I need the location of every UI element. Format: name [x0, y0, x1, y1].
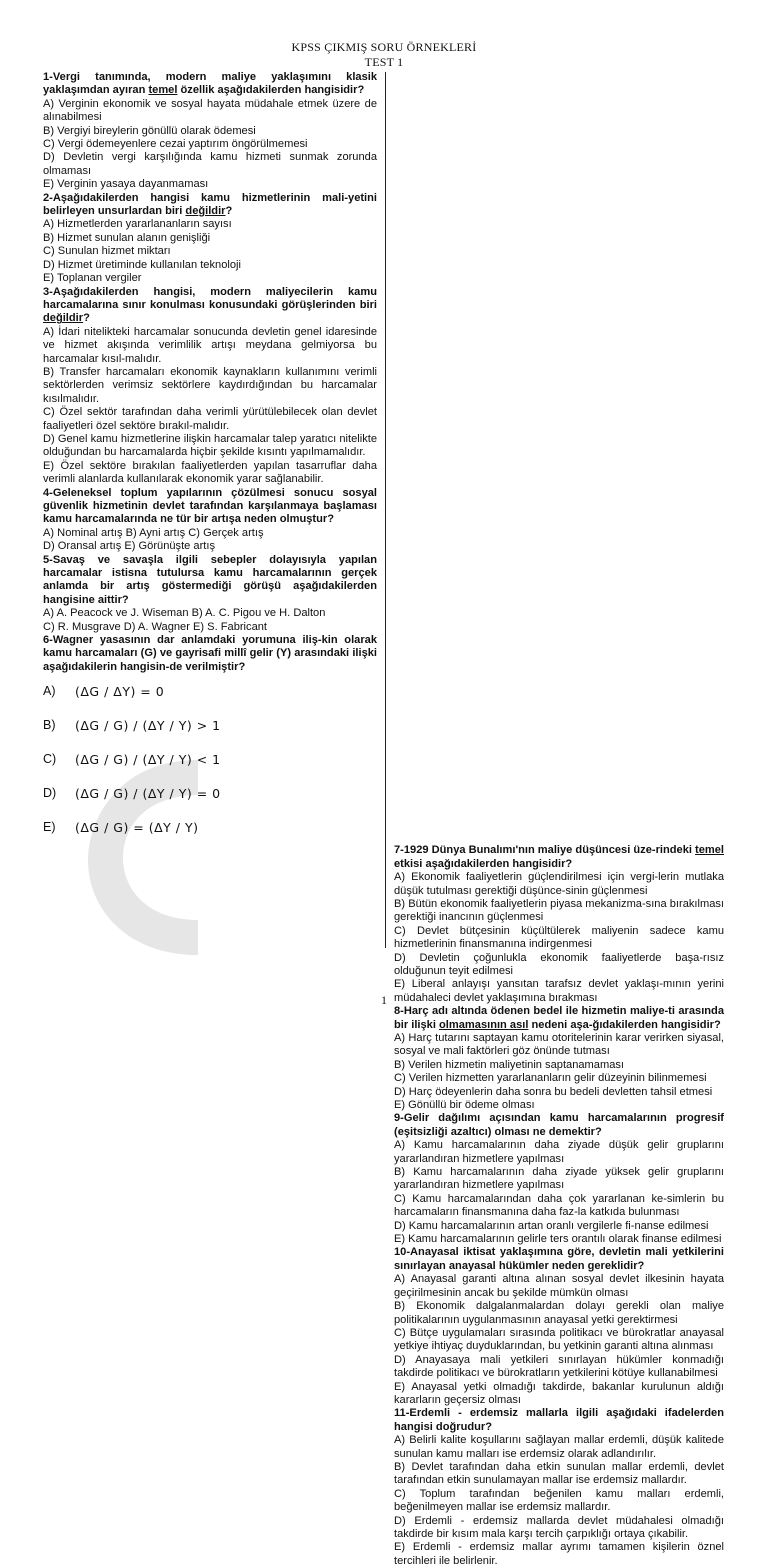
question-emphasis: değildir [43, 312, 84, 325]
answer-option: B) Hizmet sunulan alanın genişliği [43, 231, 211, 244]
formula-expression: (ΔG / G) / (ΔY / Y) = 0 [75, 785, 221, 801]
answer-option: C) Toplum tarafından beğenilen kamu malları erdemli, beğenilmeyen mallar ise erdemsiz mallardır. [394, 1487, 724, 1514]
question-stem-end: özellik aşağıdakilerden hangisidir? [177, 84, 365, 97]
answer-option: C) Verilen hizmetten yararlananların gelir düzeyinin bilinmemesi [394, 1072, 707, 1085]
question-stem: 3-Aşağıdakilerden hangisi, modern maliyecilerin kamu harcamalarına sınır konulması konusundaki görüşlerinden biri [43, 285, 377, 311]
formula-label: B) [43, 717, 56, 732]
question-emphasis: değildir [185, 205, 226, 218]
question-stem: 4-Geleneksel toplum yapılarının çözülmesi sonucu sosyal güvenlik hizmetinin devlet tarafından karşılanmaya başlaması kamu harcamalarında ne tür bir artışa neden olmuştur? [43, 486, 377, 526]
answer-option: E) Liberal anlayışı yansıtan tarafsız devlet yaklaşı-mının yerini müdahaleci devlet yaklaşımına bırakması [394, 978, 724, 1004]
answer-option: C) Kamu harcamalarından daha çok yararlanan ke-simlerin bu harcamaların finansmanına daha faz-la katkıda bulunması [394, 1192, 724, 1219]
answer-option: B) Verilen hizmetin maliyetinin saptanamaması [394, 1058, 624, 1071]
question-stem-end: ? [225, 205, 233, 218]
answer-option: D) Hizmet üretiminde kullanılan teknoloji [43, 258, 241, 271]
answer-option: D) Harç ödeyenlerin daha sonra bu bedeli devletten tahsil etmesi [394, 1085, 713, 1098]
answer-option: A) Ekonomik faaliyetlerin güçlendirilmesi için vergi-lerin mutlaka düşük tutulması gerektiği düşünce-sinin güçlenmesi [394, 871, 724, 897]
question-text [43, 634, 377, 674]
formula-option [43, 708, 377, 742]
question-stem: 9-Gelir dağılımı açısından kamu harcamalarının progresif (eşitsizliği azaltıcı) olması ne demektir? [394, 1112, 724, 1138]
question-text [43, 71, 377, 98]
question-stem: 8-Harç adı altında ödenen bedel ile hizmetin maliye-ti arasında bir ilişki [394, 1005, 724, 1031]
answer-option: A) Kamu harcamalarının daha ziyade düşük gelir gruplarını yararlandıran hizmetlere yapılması [394, 1139, 724, 1165]
question-text [43, 192, 377, 219]
answer-option: A) Verginin ekonomik ve sosyal hayata müdahale etmek üzere de alınabilmesi [43, 97, 377, 124]
answer-option: D) Anayasaya mali yetkileri sınırlayan hükümler konmadığı takdirde politikacı ve bürokratların yetkilerini kötüye kullanabilmesi [394, 1353, 724, 1380]
answer-option: B) Vergiyi bireylerin gönüllü olarak ödemesi [43, 124, 256, 137]
answer-option: E) Anayasal yetki olmadığı takdirde, bakanlar kurulunun aldığı kararların geçersiz olması [394, 1380, 724, 1406]
question-stem: 11-Erdemli - erdemsiz mallarla ilgili aşağıdaki ifadelerden hangisi doğrudur? [394, 1407, 724, 1433]
formula-option [43, 776, 377, 810]
question-text [394, 1407, 724, 1434]
formula-label: E) [43, 819, 56, 834]
question-emphasis: olmamasının asıl [439, 1018, 529, 1031]
question-text [394, 1112, 724, 1139]
answer-option: C) Özel sektör tarafından daha verimli yürütülebilecek olan devlet faaliyetleri özel sektöre bırakıl-malıdır. [43, 406, 377, 432]
question-text [43, 286, 377, 326]
right-column [394, 844, 724, 1568]
answer-option: C) Sunulan hizmet miktarı [43, 245, 171, 258]
test-label: TEST 1 [364, 55, 404, 69]
formula-label: D) [43, 785, 57, 800]
formula-option [43, 674, 377, 708]
answer-option: A) Anayasal garanti altına alınan sosyal devlet ilkesinin hayata geçirilmesinin ancak bu şekilde mümkün olması [394, 1273, 724, 1299]
formula-option [43, 810, 377, 844]
page-number: 1 [381, 993, 387, 1007]
document-title: KPSS ÇIKMIŞ SORU ÖRNEKLERİ [291, 40, 477, 54]
left-column [43, 71, 377, 844]
answer-option: D) Kamu harcamalarının artan oranlı vergilerle fi-nanse edilmesi [394, 1219, 709, 1232]
formula-options [43, 674, 377, 844]
answer-option: A) Nominal artış B) Ayni artış C) Gerçek artış [43, 526, 264, 539]
formula-expression: (ΔG / G) = (ΔY / Y) [75, 819, 199, 835]
answer-option: D) Oransal artış E) Görünüşte artış [43, 540, 216, 553]
question-stem: 5-Savaş ve savaşla ilgili sebepler dolayısıyla yapılan harcamalar istisna tutulursa kamu harcamalarının gerçek anlamda bir artış göstermediği görüşü aşağıdakilerden hangisine aittir? [43, 553, 377, 606]
answer-option: B) Kamu harcamalarının daha ziyade yüksek gelir gruplarını yararlandıran hizmetlere yapılması [394, 1166, 724, 1192]
question-text [43, 487, 377, 527]
answer-option: B) Devlet tarafından daha etkin sunulan mallar erdemli, devlet tarafından etkin sunulamayan mallar ise erdemsiz mallardır. [394, 1460, 724, 1487]
question-stem: 2-Aşağıdakilerden hangisi kamu hizmetlerinin mali-yetini belirleyen unsurlardan biri [43, 191, 377, 218]
answer-option: A) Hizmetlerden yararlananların sayısı [43, 218, 232, 231]
formula-expression: (ΔG / G) / (ΔY / Y) < 1 [75, 751, 221, 767]
answer-option: A) Belirli kalite koşullarını sağlayan mallar erdemli, düşük kalitede sunulan kamu malları ise erdemsiz olarak adlandırılır. [394, 1434, 724, 1460]
answer-option: E) Gönüllü bir ödeme olması [394, 1099, 535, 1111]
question-text [394, 844, 724, 871]
answer-option: A) A. Peacock ve J. Wiseman B) A. C. Pigou ve H. Dalton [43, 607, 326, 620]
question-stem: 10-Anayasal iktisat yaklaşımına göre, devletin mali yetkilerini sınırlayan anayasal hükümler neden gereklidir? [394, 1246, 724, 1272]
answer-option: E) Toplanan vergiler [43, 272, 142, 285]
question-stem: 6-Wagner yasasının dar anlamdaki yorumuna iliş-kin olarak kamu harcamaları (G) ve gayrisafi millî gelir (Y) arasındaki ilişki aşağıdakilerin hangisin-de verilmiştir? [43, 634, 377, 673]
question-stem: 1-Vergi tanımında, modern maliye yaklaşımını klasik yaklaşımdan ayıran [43, 71, 377, 97]
answer-option: E) Erdemli - erdemsiz mallar ayrımı tamamen kişilerin öznel tercihleri ile belirlenir. [394, 1541, 724, 1567]
formula-expression: (ΔG / G) / (ΔY / Y) > 1 [75, 717, 221, 733]
formula-label: A) [43, 683, 56, 698]
answer-option: B) Ekonomik dalgalanmalardan dolayı gerekli olan maliye politikalarının uygulanmasının anayasal yetki gerektirmesi [394, 1300, 724, 1326]
question-stem-end: nedeni aşa-ğıdakilerden hangisidir? [528, 1018, 721, 1031]
question-text [394, 1246, 724, 1273]
question-emphasis: temel [148, 84, 178, 97]
question-emphasis: temel [695, 844, 725, 857]
answer-option: B) Transfer harcamaları ekonomik kaynakların kullanımını verimli sektörlerden verimsiz sektörlere kaydırdığından bu harcamalar kısılmalıdır. [43, 365, 377, 405]
answer-option: C) Devlet bütçesinin küçültülerek maliyenin sadece kamu hizmetlerinin finansmanına indirgenmesi [394, 924, 724, 951]
question-stem: 7-1929 Dünya Bunalımı'nın maliye düşüncesi üze-rindeki [394, 844, 696, 857]
question-text [394, 1005, 724, 1032]
question-stem-end: etkisi aşağıdakilerden hangisidir? [394, 857, 573, 870]
answer-option: C) Bütçe uygulamaları sırasında politikacı ve bürokratlar anayasal yetkiye ihtiyaç duyduklarından, bu yetkinin garanti altına alınması [394, 1326, 724, 1353]
answer-option: E) Kamu harcamalarının gelirle ters orantılı olarak finanse edilmesi [394, 1233, 722, 1246]
question-stem-end: ? [83, 312, 90, 325]
answer-option: A) Harç tutarını saptayan kamu otoritelerinin karar verirken siyasal, sosyal ve mali faktörleri göz önünde tutması [394, 1031, 724, 1058]
answer-option: D) Erdemli - erdemsiz mallarda devlet müdahalesi olmadığı takdirde bir kısım mala karşı tercih çarpıklığı ortaya çıkabilir. [394, 1514, 724, 1540]
answer-option: E) Verginin yasaya dayanmaması [43, 178, 209, 191]
answer-option: C) Vergi ödemeyenlere cezai yaptırım öngörülmemesi [43, 138, 308, 151]
answer-option: A) İdari nitelikteki harcamalar sonucunda devletin genel idaresinde ve hizmet akışında verimlilik artışı meydana gelmiyorsa bu harcamalar kısıl-malıdır. [43, 325, 377, 365]
question-text [43, 554, 377, 608]
answer-option: D) Genel kamu hizmetlerine ilişkin harcamalar talep yaratıcı nitelikte olduğundan bu harcamalarda hiçbir şekilde kısıntı yapılmamalıdır. [43, 432, 377, 459]
answer-option: C) R. Musgrave D) A. Wagner E) S. Fabricant [43, 620, 267, 633]
formula-label: C) [43, 751, 57, 766]
formula-option [43, 742, 377, 776]
answer-option: D) Devletin çoğunlukla ekonomik faaliyetlerde başa-rısız olduğunun teyit edilmesi [394, 951, 724, 977]
answer-option: B) Bütün ekonomik faaliyetlerin piyasa mekanizma-sına bırakılması gerektiği inancının güçlenmesi [394, 897, 724, 924]
column-divider [385, 72, 386, 948]
formula-expression: (ΔG / ΔY) = 0 [75, 683, 165, 699]
answer-option: E) Özel sektöre bırakılan faaliyetlerden yapılan tasarruflar daha verimli alanlarda kullanılarak ekonomik yarar sağlanabilir. [43, 459, 377, 486]
answer-option: D) Devletin vergi karşılığında kamu hizmeti sunmak zorunda olmaması [43, 151, 377, 177]
